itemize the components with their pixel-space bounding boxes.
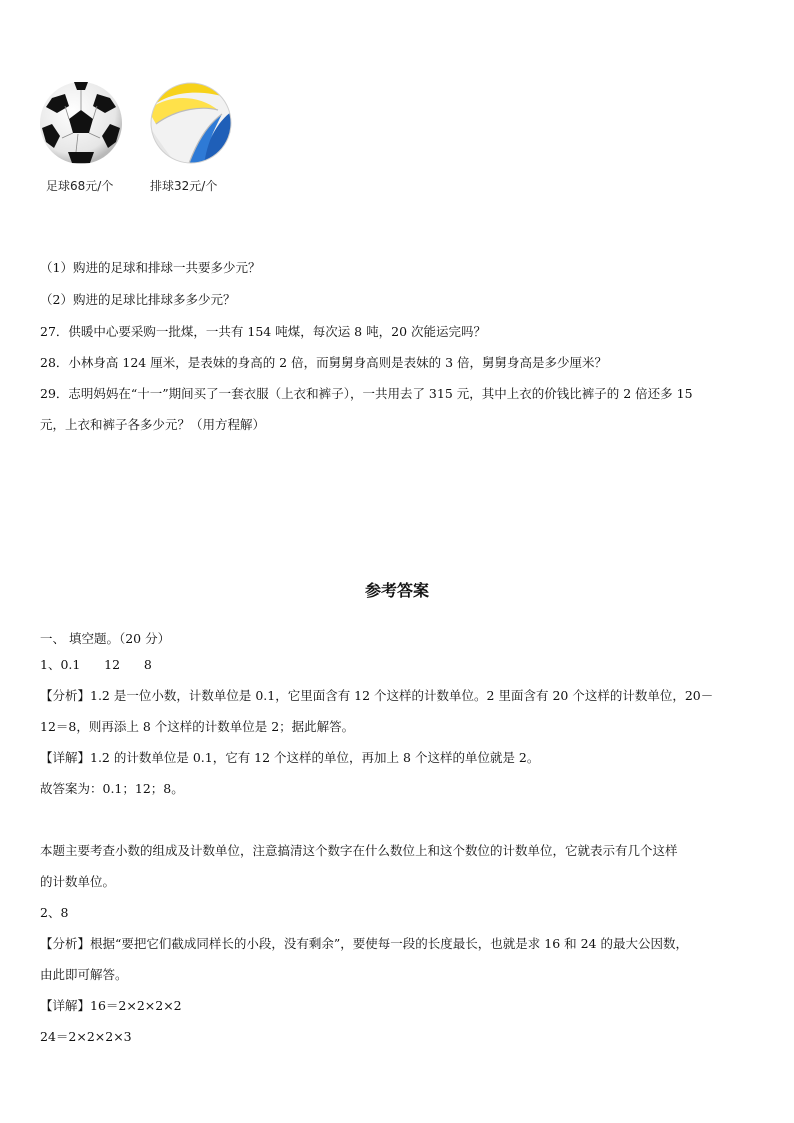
volleyball-icon: [148, 80, 234, 166]
answer-2-factorization: 24＝2×2×2×3: [40, 1029, 132, 1044]
question-2: （2）购进的足球比排球多多少元？: [40, 292, 236, 307]
answer-2-analysis-line-1: 【分析】根据“要把它们截成同样长的小段，没有剩余”，要使每一段的长度最长，也就是求 16 和 24 的最大公因数，: [40, 936, 688, 951]
answer-1-note-line-2: 的计数单位。: [40, 874, 116, 889]
question-29-line-1: 29．志明妈妈在“十一”期间买了一套衣服（上衣和裤子），一共用去了 315 元，其中上衣的价钱比裤子的 2 倍还多 15: [40, 386, 693, 401]
question-27: 27．供暖中心要采购一批煤，一共有 154 吨煤，每次运 8 吨，20 次能运完吗？: [40, 324, 486, 339]
question-29-line-2: 元，上衣和裤子各多少元？（用方程解）: [40, 417, 266, 432]
answer-1-note-line-1: 本题主要考查小数的组成及计数单位，注意搞清这个数字在什么数位上和这个数位的计数单位，它就表示有几个这样: [40, 843, 678, 858]
answer-2-analysis-line-2: 由此即可解答。: [40, 967, 128, 982]
soccer-ball-caption: 足球68元/个: [46, 179, 114, 193]
answer-2-detail: 【详解】16＝2×2×2×2: [40, 998, 182, 1013]
answers-title: 参考答案: [364, 581, 429, 600]
answer-1-result: 故答案为：0.1；12；8。: [40, 781, 184, 796]
question-1: （1）购进的足球和排球一共要多少元？: [40, 260, 261, 275]
answer-1-analysis-line-2: 12＝8，则再添上 8 个这样的计数单位是 2；据此解答。: [40, 719, 355, 734]
question-28: 28．小林身高 124 厘米，是表妹的身高的 2 倍，而舅舅身高则是表妹的 3 倍，舅舅身高是多少厘米？: [40, 355, 608, 370]
answer-2-heading: 2、8: [40, 905, 69, 920]
soccer-ball-icon: [38, 80, 124, 166]
answer-1-detail: 【详解】1.2 的计数单位是 0.1，它有 12 个这样的单位，再加上 8 个这样的单位就是 2。: [40, 750, 540, 765]
section-heading: 一、 填空题。（20 分）: [40, 631, 171, 646]
answer-1-heading: 1、0.1 12 8: [40, 657, 152, 672]
volleyball-caption: 排球32元/个: [150, 179, 218, 193]
answer-1-analysis-line-1: 【分析】1.2 是一位小数，计数单位是 0.1，它里面含有 12 个这样的计数单位。2 里面含有 20 个这样的计数单位，20－: [40, 688, 714, 703]
